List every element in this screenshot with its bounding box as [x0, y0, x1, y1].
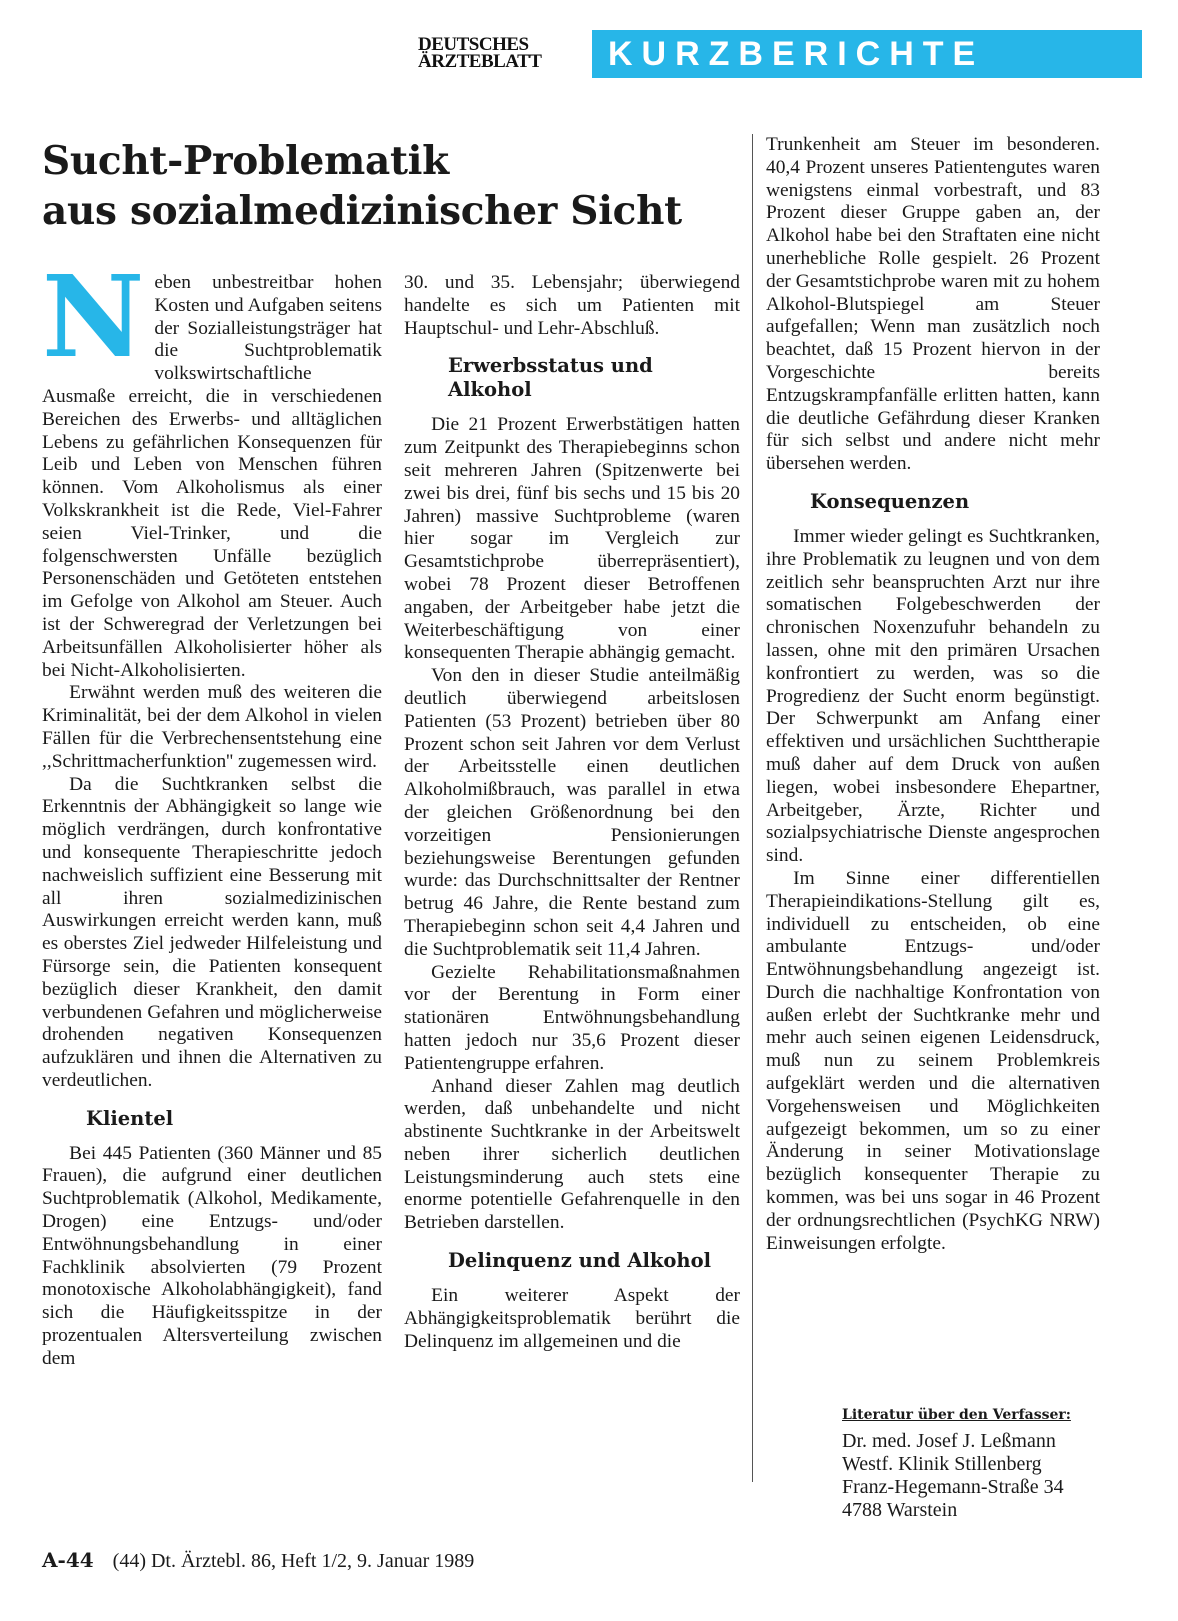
section-heading: Klientel: [86, 1106, 174, 1130]
paragraph: Im Sinne einer differentiellen Therapieindikations-Stellung gilt es, individuell zu entscheiden, ob eine ambulante Entzugs- und/oder Entwöhnungsbehandlung angezeigt ist. Durch die nachhaltige Konfrontation von außen erlebt der Suchtkranke mehr und mehr auch seinen eigenen Leidensdruck, muß nun zu seinem Problemkreis aufgeklärt werden und die alternativen Vorgehensweisen und Möglichkeiten aufgezeigt bekommen, um so zu einer Änderung in seiner Motivationslage bezüglich konsequenter Therapie zu kommen, was bei uns sogar in 46 Prozent der ordnungsrechtlichen (PsychKG NRW) Einweisungen erfolgte.: [766, 867, 1100, 1254]
author-street: Franz-Hegemann-Straße 34: [842, 1476, 1064, 1498]
paragraph: Ein weiterer Aspekt der Abhängigkeitsproblematik berührt die Delinquenz im allgemeinen und die: [404, 1285, 740, 1352]
paragraph: Anhand dieser Zahlen mag deutlich werden, daß unbehandelte und nicht abstinente Suchtkranke in der Arbeitswelt neben ihrer sicherlich deutlichen Leistungsminderung auch stets eine enorme potentielle Gefahrenquelle in den Betrieben darstellen.: [404, 1075, 740, 1234]
author-city: 4788 Warstein: [842, 1499, 958, 1521]
column-divider: [752, 134, 753, 1482]
section-heading: Erwerbsstatus und Alkohol: [448, 354, 653, 402]
paragraph: Von den in dieser Studie anteilmäßig deutlich überwiegend arbeitslosen Patienten (53 Prozent) betrieben über 80 Prozent schon seit Jahren vor dem Verlust der Arbeitsstelle einen deutlichen Alkoholmißbrauch, was parallel in etwa der gleichen Größenordnung bei den vorzeitigen Pensionierungen beziehungsweise Berentungen gefunden wurde: das Durchschnittsalter der Rentner betrug 46 Jahre, die Rente bestand zum Therapiebeginn schon seit 4,4 Jahren und die Suchtproblematik seit 11,4 Jahren.: [404, 665, 740, 960]
text-column-3: [766, 134, 1100, 1255]
journal-name: [418, 30, 592, 78]
article-title-line1: Sucht-Problematik: [42, 138, 449, 184]
paragraph: Gezielte Rehabilitationsmaßnahmen vor der Berentung in Form einer stationären Entwöhnungsbehandlung hatten jedoch nur 35,6 Prozent dieser Patientengruppe erfahren.: [404, 961, 740, 1074]
citation: (44) Dt. Ärztebl. 86, Heft 1/2, 9. Januar 1989: [112, 1550, 475, 1572]
section-banner: KURZBERICHTE: [592, 30, 1142, 78]
journal-name-line1: DEUTSCHES: [418, 34, 529, 55]
paragraph: Trunkenheit am Steuer im besonderen. 40,4 Prozent unseres Patientengutes waren wenigstens einmal vorbestraft, und 83 Prozent dieser Gruppe gaben an, der Alkohol habe bei den Straftaten eine nicht unerhebliche Rolle gespielt. 26 Prozent der Gesamtstichprobe waren mit zu hohem Alkohol-Blutspiegel am Steuer aufgefallen; Wenn man zusätzlich noch beachtet, daß 15 Prozent hiervon in der Vorgeschichte bereits Entzugskrampfanfälle erlitten hatten, kann die deutliche Gefährdung dieser Kranken für sich selbst und andere nicht mehr übersehen werden.: [766, 134, 1100, 475]
author-name: Dr. med. Josef J. Leßmann: [842, 1430, 1056, 1452]
journal-name-line2: ÄRZTEBLATT: [418, 51, 542, 72]
author-label: Literatur über den Verfasser:: [842, 1407, 1071, 1423]
masthead: [418, 30, 1142, 78]
text-column-1: [42, 252, 382, 1371]
drop-cap: N: [42, 252, 145, 383]
page-footer: [42, 1548, 474, 1573]
author-info: [842, 1406, 1142, 1522]
paragraph: Da die Suchtkranken selbst die Erkenntnis der Abhängigkeit so lange wie möglich verdrängen, durch konfrontative und konsequente Therapieschritte jedoch nachweislich suffizient eine Besserung mit all ihren sozialmedizinischen Auswirkungen erreicht werden kann, muß es oberstes Ziel jedweder Hilfeleistung und Fürsorge sein, die Patienten konsequent bezüglich dieser Krankheit, den damit verbundenen Gefahren und möglicherweise drohenden negativen Konsequenzen aufzuklären und ihnen die Alternativen zu verdeutlichen.: [42, 773, 382, 1091]
paragraph: Bei 445 Patienten (360 Männer und 85 Frauen), die aufgrund einer deutlichen Suchtproblematik (Alkohol, Medikamente, Drogen) eine Entzugs- und/oder Entwöhnungsbehandlung in einer Fachklinik absolvierten (79 Prozent monotoxische Alkoholabhängigkeit), fand sich die Häufigkeitsspitze in der prozentualen Altersverteilung zwischen dem: [42, 1142, 382, 1369]
paragraph: Immer wieder gelingt es Suchtkranken, ihre Problematik zu leugnen und von dem zeitlich sehr beanspruchten Arzt nur ihre somatischen Folgebeschwerden der chronischen Noxenzufuhr behandeln zu lassen, ohne mit den primären Ursachen konfrontiert zu werden, was so die Progredienz der Sucht enorm begünstigt. Der Schwerpunkt am Anfang einer effektiven und ursächlichen Suchttherapie muß daher auf dem Druck von außen liegen, wobei insbesondere Ehepartner, Arbeitgeber, Ärzte, Richter und sozialpsychiatrische Dienste angesprochen sind.: [766, 525, 1100, 867]
paragraph: [42, 252, 382, 682]
paragraph-text: eben unbestreitbar hohen Kosten und Aufgaben seitens der Sozialleistungsträger hat die Suchtproblematik volkswirtschaftliche Ausmaße erreicht, die in verschiedenen Bereichen des Erwerbs- und alltäglichen Lebens zu gefährlichen Konsequenzen für Leib und Leben von Menschen führen können. Vom Alkoholismus als einer Volkskrankheit ist die Rede, Viel-Fahrer seien Viel-Trinker, und die folgenschwersten Unfälle bezüglich Personenschäden und Getöteten entstehen im Gefolge von Alkohol am Steuer. Auch ist der Schweregrad der Verletzungen bei Arbeitsunfällen Alkoholisierter höher als bei Nicht-Alkoholisierten.: [42, 272, 382, 681]
article-title: [42, 136, 762, 236]
paragraph: 30. und 35. Lebensjahr; überwiegend handelte es sich um Patienten mit Hauptschul- und Lehr-Abschluß.: [404, 272, 740, 339]
author-clinic: Westf. Klinik Stillenberg: [842, 1453, 1042, 1475]
paragraph: Erwähnt werden muß des weiteren die Kriminalität, bei der dem Alkohol in vielen Fällen für die Verbrechensentstehung eine ,,Schrittmacherfunktion'' zugemessen wird.: [42, 682, 382, 772]
text-column-2: [404, 272, 740, 1353]
article-title-line2: aus sozialmedizinischer Sicht: [42, 188, 682, 234]
section-heading: Delinquenz und Alkohol: [448, 1249, 711, 1273]
section-heading: Konsequenzen: [810, 489, 970, 513]
page-number: A-44: [42, 1548, 94, 1572]
paragraph: Die 21 Prozent Erwerbstätigen hatten zum Zeitpunkt des Therapiebeginns schon seit mehreren Jahren (Spitzenwerte bei zwei bis drei, fünf bis sechs und 15 bis 20 Jahren) massive Suchtprobleme (waren hier sogar im Vergleich zur Gesamtstichprobe überrepräsentiert), wobei 78 Prozent dieser Betroffenen angaben, der Arbeitgeber habe jetzt die Weiterbeschäftigung von einer konsequenten Therapie abhängig gemacht.: [404, 414, 740, 664]
